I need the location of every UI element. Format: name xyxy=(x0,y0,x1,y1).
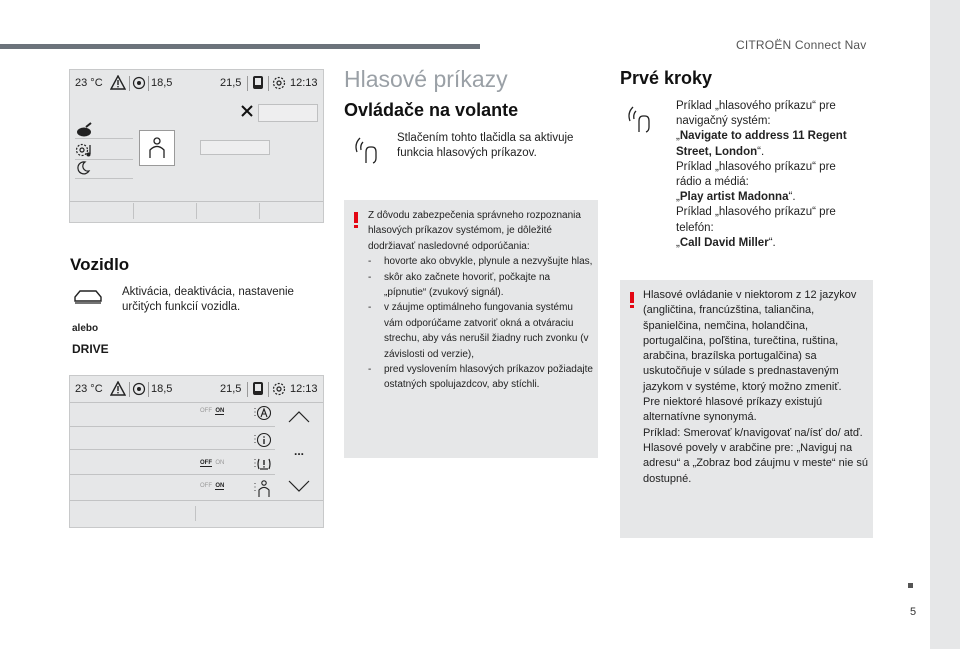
warning-box-recommendations xyxy=(344,200,598,458)
warning-exclamation-icon xyxy=(630,292,634,306)
settings-gear-icon xyxy=(271,381,287,397)
examples-block xyxy=(676,99,864,251)
tire-warning-icon xyxy=(256,456,272,472)
example-nav-command-line xyxy=(676,129,864,159)
arabic-note: Hlasové povely v arabčine pre: „Naviguj na adresu“ a „Zobraz bod záujmu v meste“ nie sú dostupné. xyxy=(643,441,868,485)
warning-item: - hovorte ako obvykle, plynule a nezvyšujte hlas, xyxy=(368,254,593,269)
drive-label: DRIVE xyxy=(72,342,109,356)
page-bullet xyxy=(908,583,913,588)
location-icon xyxy=(132,382,146,396)
car-settings-icon[interactable] xyxy=(75,122,93,138)
screenshot-vehicle-functions xyxy=(69,375,324,528)
field-box[interactable] xyxy=(200,140,270,155)
subtitle-steering-controls: Ovládače na volante xyxy=(344,100,519,120)
scroll-up-icon[interactable] xyxy=(288,411,310,423)
location-icon xyxy=(132,76,146,90)
example-nav-command: Navigate to address 11 Regent Street, London xyxy=(676,130,847,158)
quote-close: “. xyxy=(768,236,776,249)
status-bar-2 xyxy=(70,376,323,402)
alebo-label: alebo xyxy=(72,323,99,334)
quote-open: „ xyxy=(676,130,680,143)
toggle-row-1[interactable] xyxy=(200,408,224,414)
toggle-on-label: ON xyxy=(215,483,225,489)
status-time: 12:13 xyxy=(290,77,318,89)
warning-list xyxy=(368,254,593,393)
status-value-left: 18,5 xyxy=(151,77,173,89)
toggle-on-label: ON xyxy=(215,460,225,466)
info-icon xyxy=(256,432,272,448)
example-radio-prefix: Príklad „hlasového príkazu“ pre rádio a médiá: xyxy=(676,160,836,189)
seat-belt-icon xyxy=(256,480,272,498)
quote-close: “. xyxy=(788,191,796,204)
example-phone-prefix: Príklad „hlasového príkazu“ pre telefón: xyxy=(676,206,836,234)
more-label: ... xyxy=(294,444,305,458)
night-mode-icon[interactable] xyxy=(75,160,91,176)
status-temp: 23 °C xyxy=(75,77,103,89)
voice-button[interactable] xyxy=(139,130,175,166)
status-temp: 23 °C xyxy=(75,383,103,395)
vehicle-description: Aktivácia, deaktivácia, nastavenie určitých funkcií vozidla. xyxy=(122,286,294,313)
example-phone-command: Call David Miller xyxy=(679,236,769,249)
section-title-vozidlo: Vozidlo xyxy=(70,255,130,274)
top-field[interactable] xyxy=(258,104,318,122)
languages-text: Hlasové ovládanie v niektorom z 12 jazykov (angličtina, francúzština, taliančina, španielčina, nemčina, holandčina, portugalčina, poľština, turečtina, ruština, arabčina, brazílska portugalčina) sa uskutočňuje v súlade s prednastaveným jazykom v systéme, ktorý možno zmeniť. xyxy=(643,289,857,393)
header-brand: CITROËN Connect Nav xyxy=(736,38,867,52)
example-phone-command-line xyxy=(676,236,864,251)
status-value-right: 21,5 xyxy=(220,77,242,89)
synonyms-text: Pre niektoré hlasové príkazy existujú alternatívne synonymá. xyxy=(643,396,823,424)
warning-box-languages xyxy=(620,280,873,538)
voice-command-icon xyxy=(625,103,655,133)
voice-command-icon xyxy=(352,134,382,164)
page-side-strip xyxy=(930,0,960,649)
toggle-row-4[interactable] xyxy=(200,483,224,489)
header-rule xyxy=(0,44,480,49)
page-title: Hlasové príkazy xyxy=(344,66,508,92)
quote-open: „ xyxy=(676,191,680,204)
lane-assist-icon xyxy=(256,405,272,421)
options-dots-icon[interactable]: ⋮ xyxy=(250,482,260,493)
toggle-on-label: ON xyxy=(215,408,225,414)
settings-gear-icon xyxy=(271,75,287,91)
screenshot-vehicle-menu xyxy=(69,69,324,223)
gear-music-icon[interactable] xyxy=(75,142,95,158)
scroll-down-icon[interactable] xyxy=(288,480,310,492)
options-dots-icon[interactable]: ⋮ xyxy=(250,434,260,445)
warning-intro: Z dôvodu zabezpečenia správneho rozpoznania hlasových príkazov systémom, je dôležité dodržiavať nasledovné odporúčania: xyxy=(368,210,581,252)
warning-item: - pred vyslovením hlasových príkazov požiadajte ostatných spolujazdcov, aby stíchli. xyxy=(368,362,593,393)
warning-item: - skôr ako začnete hovoriť, počkajte na „pípnutie“ (zvukový signál). xyxy=(368,270,593,301)
warning-item: - v záujme optimálneho fungovania systému vám odporúčame zatvoriť okná a otváraciu strechu, aby vás nerušil žiadny ruch zvonku (v závislosti od verzie), xyxy=(368,300,593,362)
warning-exclamation-icon xyxy=(354,212,358,226)
warning-content xyxy=(368,208,593,393)
example-radio-command-line xyxy=(676,190,864,205)
status-time: 12:13 xyxy=(290,383,318,395)
languages-content xyxy=(643,288,871,487)
voice-command-icon xyxy=(148,137,166,159)
warning-icon xyxy=(110,75,126,90)
example-nav-prefix: Príklad „hlasového príkazu“ pre navigačný systém: xyxy=(676,100,836,128)
options-dots-icon[interactable]: ⋮ xyxy=(250,458,260,469)
toggle-off-label: OFF xyxy=(200,483,212,489)
status-value-left: 18,5 xyxy=(151,383,173,395)
quote-close: “. xyxy=(757,145,765,158)
warning-icon xyxy=(110,381,126,396)
status-bar xyxy=(70,70,323,96)
options-dots-icon[interactable]: ⋮ xyxy=(250,407,260,418)
car-icon xyxy=(72,287,104,307)
toggle-off-label: OFF xyxy=(200,408,212,414)
synonyms-example: Príklad: Smerovať k/navigovať na/ísť do/ atď. xyxy=(643,426,863,439)
phone-icon xyxy=(252,75,264,90)
status-value-right: 21,5 xyxy=(220,383,242,395)
example-radio-command: Play artist Madonna xyxy=(679,191,789,204)
toggle-off-label: OFF xyxy=(200,460,212,466)
quote-open: „ xyxy=(676,236,680,249)
page-number: 5 xyxy=(910,606,917,618)
phone-icon xyxy=(252,381,264,396)
voice-intro: Stlačením tohto tlačidla sa aktivuje funkcia hlasových príkazov. xyxy=(397,132,574,159)
section-title-first-steps: Prvé kroky xyxy=(620,68,713,88)
close-icon[interactable] xyxy=(241,105,253,117)
toggle-row-3[interactable] xyxy=(200,460,224,466)
